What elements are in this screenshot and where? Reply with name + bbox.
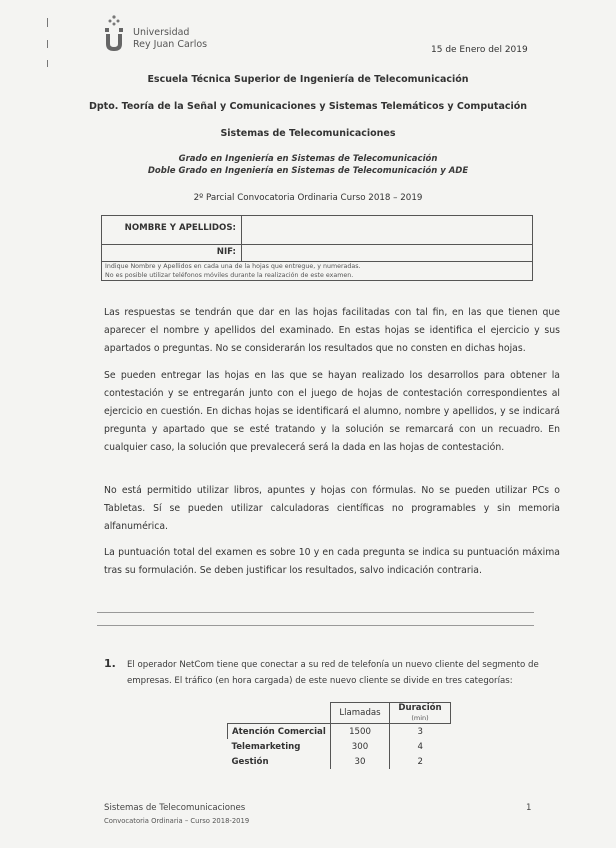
question-number: 1. [104,657,116,670]
header-duration [390,703,451,724]
student-info-box [101,215,533,281]
row-category: Atención Comercial [228,724,331,740]
footer-title: Sistemas de Telecomunicaciones [104,803,246,813]
header-duration-label: Duración [398,703,442,713]
nif-row[interactable] [102,244,532,262]
table-row [228,754,451,769]
exam-title: 2º Parcial Convocatoria Ordinaria Curso 2018 – 2019 [193,193,423,203]
header-calls: Llamadas [331,703,390,724]
note-line: Indique Nombre y Apellidos en cada una de la hojas que entregue, y numeradas. [105,263,361,270]
row-category: Gestión [231,756,269,767]
traffic-table [227,702,451,769]
question-text: El operador NetCom tiene que conectar a su red de telefonía un nuevo cliente del segmento de empresas. El tráfico (en hora cargada) de este nuevo cliente se divide en tres categorías: [127,660,539,686]
exam-date: 15 de Enero del 2019 [431,45,528,55]
school-title: Escuela Técnica Superior de Ingeniería de Telecomunicación [147,74,469,85]
university-name [133,27,207,51]
scan-mark [47,60,48,67]
university-line1: Universidad [133,27,190,38]
row-category: Telemarketing [231,741,301,752]
note-line: No es posible utilizar teléfonos móviles durante la realización de este examen. [105,272,354,279]
row-calls: 1500 [331,724,390,740]
instruction-paragraph: La puntuación total del examen es sobre 10 y en cada pregunta se indica su puntuación máxima tras su formulación. Se deben justificar los resultados, salvo indicación contraria. [104,547,560,576]
subject-title: Sistemas de Telecomunicaciones [220,128,396,139]
instruction-paragraph: Se pueden entregar las hojas en las que se hayan realizado los desarrollos para obtener la contestación y se entregarán junto con el juego de hojas de contestación correspondientes al ejercicio en cuestión. En dichas hojas se identificará el alumno, nombre y apellidos, y se indicará pregunta y apartado que se esté tratando y la solución se remarcará con un recuadro. En cualquier caso, la solución que prevalecerá será la dada en las hojas de contestación. [104,370,560,453]
table-header-row [228,703,451,724]
instruction-paragraph: Las respuestas se tendrán que dar en las hojas facilitadas con tal fin, en las que tienen que aparecer el nombre y apellidos del examinado. En estas hojas se identifica el ejercicio y sus apartados o preguntas. No se considerarán los resultados que no consten en dichas hojas. [104,307,560,354]
box-notes [105,262,361,280]
nif-label: NIF: [216,247,236,257]
table-header-blank [228,703,331,724]
row-duration: 3 [390,724,451,740]
row-calls: 300 [331,739,390,754]
footer-subtitle: Convocatoria Ordinaria – Curso 2018-2019 [104,817,250,825]
divider-line [97,612,534,613]
university-logo-icon [104,14,124,52]
scan-mark [47,40,48,48]
name-row[interactable] [102,216,532,245]
table-row [228,724,451,740]
scan-mark [47,18,48,27]
row-duration: 4 [390,739,451,754]
degree-line-2: Doble Grado en Ingeniería en Sistemas de Telecomunicación y ADE [147,166,469,176]
department-title: Dpto. Teoría de la Señal y Comunicaciones y Sistemas Telemáticos y Computación [88,101,528,112]
instruction-paragraph: No está permitido utilizar libros, apuntes y hojas con fórmulas. No se pueden utilizar PCs o Tabletas. Sí se pueden utilizar calculadoras científicas no programables y sin memoria alfanumérica. [104,485,560,532]
degree-line-1: Grado en Ingeniería en Sistemas de Telecomunicación [178,154,438,164]
row-duration: 2 [390,754,451,769]
page-number: 1 [526,803,532,813]
row-calls: 30 [331,754,390,769]
divider-line [97,625,534,626]
box-divider [241,216,242,261]
header-duration-unit: (min) [411,714,429,722]
university-line2: Rey Juan Carlos [133,39,208,50]
name-label: NOMBRE Y APELLIDOS: [124,223,236,233]
table-row [228,739,451,754]
